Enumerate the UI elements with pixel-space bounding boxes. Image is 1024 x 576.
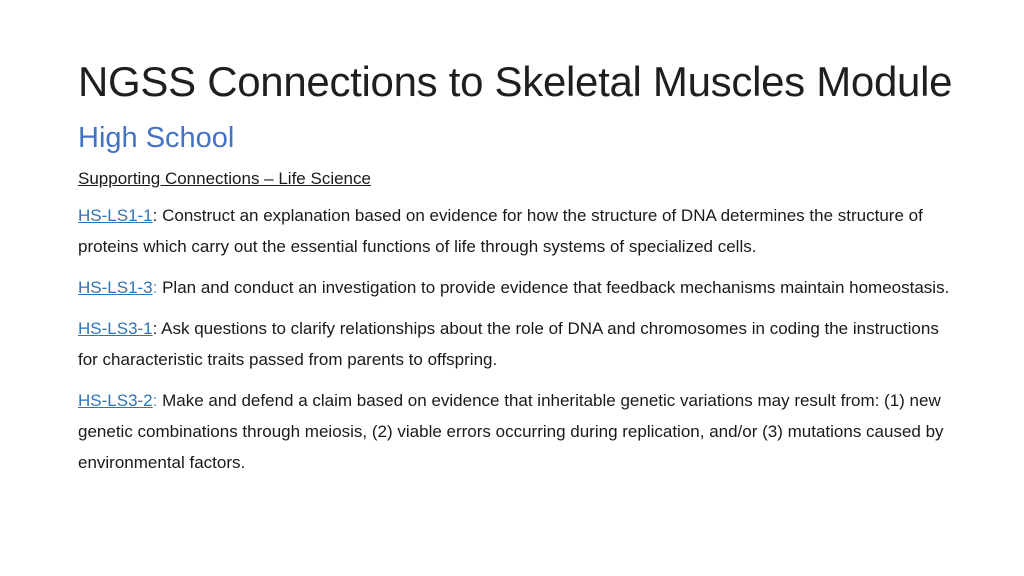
standard-separator: :	[152, 206, 158, 225]
standard-description: Ask questions to clarify relationships about the role of DNA and chromosomes in coding the instructions for characteristic traits passed from parents to offspring.	[78, 319, 939, 369]
standard-description: Make and defend a claim based on evidence that inheritable genetic variations may result from: (1) new genetic combinations through meiosis, (2) viable errors occurring during replication, and/or (3) mutations caused by environmental factors.	[78, 391, 944, 472]
standard-hs-ls3-2	[78, 385, 954, 478]
section-heading: Supporting Connections – Life Science	[78, 169, 371, 188]
standard-hs-ls1-3	[78, 272, 954, 303]
page-title: NGSS Connections to Skeletal Muscles Module	[78, 58, 953, 105]
standard-code-link[interactable]: HS-LS1-1	[78, 206, 153, 225]
standard-description: Plan and conduct an investigation to provide evidence that feedback mechanisms maintain homeostasis.	[157, 278, 950, 297]
standard-separator: :	[152, 319, 158, 338]
standard-hs-ls1-1	[78, 200, 954, 262]
standard-separator: :	[152, 391, 158, 410]
standard-separator: :	[152, 278, 158, 297]
standard-description: Construct an explanation based on evidence for how the structure of DNA determines the structure of proteins which carry out the essential functions of life through systems of specialized cells.	[78, 206, 923, 256]
standard-code-link[interactable]: HS-LS1-3	[78, 278, 153, 297]
standard-hs-ls3-1	[78, 313, 954, 375]
standard-code-link[interactable]: HS-LS3-2	[78, 391, 153, 410]
page-subtitle: High School	[78, 122, 235, 154]
standard-code-link[interactable]: HS-LS3-1	[78, 319, 153, 338]
